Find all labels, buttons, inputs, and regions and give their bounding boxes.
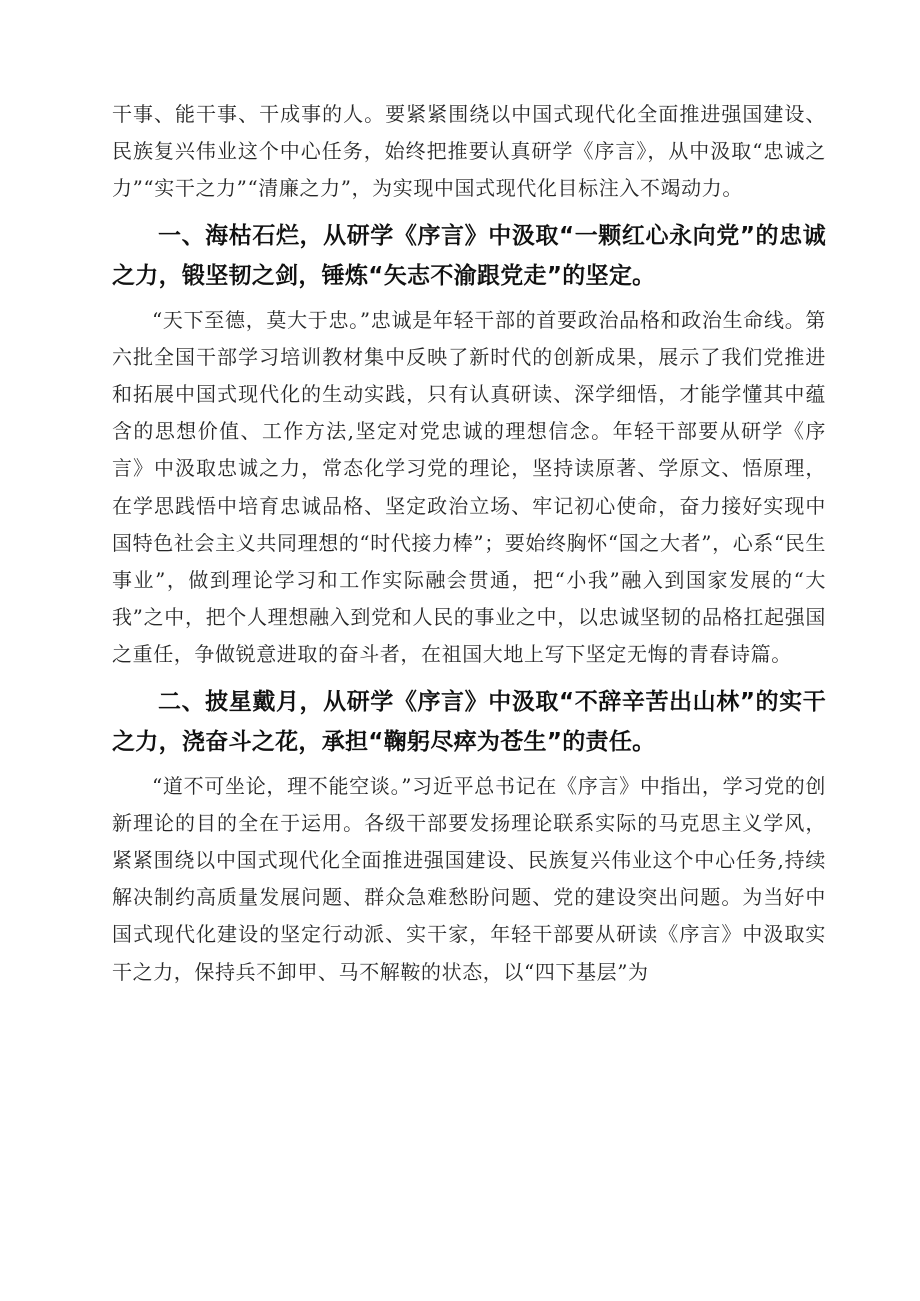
paragraph-section-2: “道不可坐论，理不能空谈。”习近平总书记在《序言》中指出，学习党的创新理论的目的全在于运用。各级干部要发扬理论联系实际的马克思主义学风，紧紧围绕以中国式现代化全面推进强国建设、民族复兴伟业这个中心任务,持续解决制约高质量发展问题、群众急难愁盼问题、党的建设突出问题。为当好中国式现代化建设的坚定行动派、实干家，年轻干部要从研读《序言》中汲取实干之力，保持兵不卸甲、马不解鞍的状态，以“四下基层”为 bbox=[112, 773, 826, 984]
section-heading-2: 二、披星戴月，从研学《序言》中汲取“不辞辛苦出山林”的实干之力，浇奋斗之花，承担“鞠躬尽瘁为苍生”的责任。 bbox=[112, 688, 826, 755]
paragraph-section-1: “天下至德，莫大于忠。”忠诚是年轻干部的首要政治品格和政治生命线。第六批全国干部学习培训教材集中反映了新时代的创新成果，展示了我们党推进和拓展中国式现代化的生动实践，只有认真研读、深学细悟，才能学懂其中蕴含的思想价值、工作方法,坚定对党忠诚的理想信念。年轻干部要从研学《序言》中汲取忠诚之力，常态化学习党的理论，坚持读原著、学原文、悟原理，在学思践悟中培育忠诚品格、坚定政治立场、牢记初心使命，奋力接好实现中国特色社会主义共同理想的“时代接力棒”；要始终胸怀“国之大者”，心系“民生事业”，做到理论学习和工作实际融会贯通，把“小我”融入到国家发展的“大我”之中，把个人理想融入到党和人民的事业之中，以忠诚坚韧的品格扛起强国之重任，争做锐意进取的奋斗者，在祖国大地上写下坚定无悔的青春诗篇。 bbox=[112, 307, 826, 667]
paragraph-intro: 干事、能干事、干成事的人。要紧紧围绕以中国式现代化全面推进强国建设、民族复兴伟业这个中心任务，始终把推要认真研学《序言》，从中汲取“忠诚之力”“实干之力”“清廉之力”，为实现中国式现代化目标注入不竭动力。 bbox=[112, 102, 826, 201]
document-body bbox=[112, 96, 826, 991]
section-heading-1: 一、海枯石烂，从研学《序言》中汲取“一颗红心永向党”的忠诚之力，锻坚韧之剑，锤炼“矢志不渝跟党走”的坚定。 bbox=[112, 222, 826, 289]
